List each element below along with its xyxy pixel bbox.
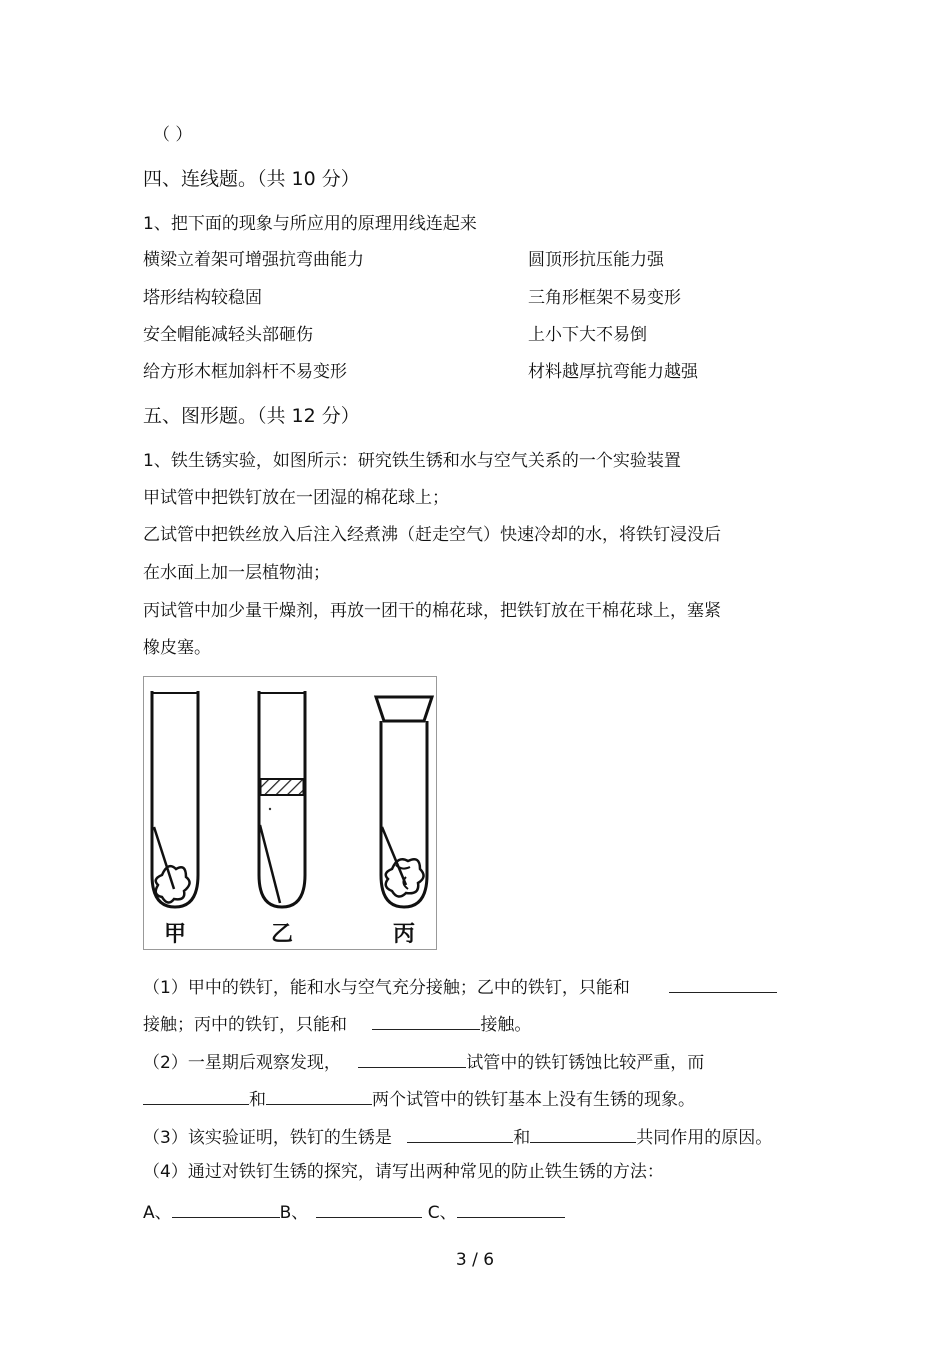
page-number: 3 / 6 — [455, 1250, 495, 1270]
question-1-line-a — [143, 974, 777, 999]
test-tube-figure — [143, 676, 437, 950]
q2-text-a: （2）一星期后观察发现， — [143, 1053, 341, 1073]
answer-blank-a[interactable] — [172, 1199, 280, 1218]
q1-text-b: 接触；丙中的铁钉，只能和 — [143, 1015, 347, 1035]
q2-text-d: 两个试管中的铁钉基本上没有生锈的现象。 — [372, 1090, 695, 1110]
question-2-line-b — [143, 1086, 695, 1111]
tube-label-jia: 甲 — [163, 922, 187, 947]
left-item-1: 横梁立着架可增强抗弯曲能力 — [143, 250, 364, 270]
test-tubes-diagram — [144, 677, 436, 949]
option-a-label: A、 — [143, 1203, 172, 1223]
desc-line-1: 甲试管中把铁钉放在一团湿的棉花球上； — [143, 488, 449, 508]
section5-title: 五、图形题。（共 12 分） — [143, 405, 360, 427]
right-item-2: 三角形框架不易变形 — [528, 288, 681, 308]
left-item-4: 给方形木框加斜杆不易变形 — [143, 362, 347, 382]
right-item-3: 上小下大不易倒 — [528, 325, 647, 345]
desc-line-3: 在水面上加一层植物油； — [143, 563, 330, 583]
tube-yi — [259, 691, 305, 907]
q1-text-a: （1）甲中的铁钉，能和水与空气充分接触；乙中的铁钉，只能和 — [143, 978, 630, 998]
tube-bing — [376, 697, 432, 907]
desc-line-4: 丙试管中加少量干燥剂，再放一团干的棉花球，把铁钉放在干棉花球上，塞紧 — [143, 601, 721, 621]
section5-q1: 1、铁生锈实验，如图所示：研究铁生锈和水与空气关系的一个实验装置 — [143, 451, 681, 471]
q1-text-c: 接触。 — [480, 1015, 532, 1035]
option-c-label: C、 — [427, 1203, 457, 1223]
answer-blank-5[interactable] — [266, 1086, 372, 1105]
q3-text-c: 共同作用的原因。 — [636, 1128, 773, 1148]
q3-text-a: （3）该实验证明，铁钉的生锈是 — [143, 1128, 392, 1148]
answer-blank-6[interactable] — [407, 1124, 513, 1143]
tube-label-yi: 乙 — [270, 922, 294, 947]
tube-label-bing: 丙 — [392, 922, 416, 947]
answer-blank-2[interactable] — [372, 1011, 480, 1030]
q2-text-b: 试管中的铁钉锈蚀比较严重，而 — [466, 1053, 705, 1073]
answer-blank-b[interactable] — [316, 1199, 422, 1218]
option-b-label: B、 — [279, 1203, 309, 1223]
question-4-options — [143, 1199, 565, 1224]
answer-paren: （ ） — [153, 125, 193, 145]
desc-line-5: 橡皮塞。 — [143, 638, 211, 658]
question-3-line — [143, 1124, 772, 1149]
answer-blank-3[interactable] — [358, 1049, 466, 1068]
answer-blank-4[interactable] — [143, 1086, 249, 1105]
section4-q1: 1、把下面的现象与所应用的原理用线连起来 — [143, 214, 477, 234]
answer-blank-c[interactable] — [457, 1199, 565, 1218]
tube-jia — [152, 691, 198, 907]
right-item-4: 材料越厚抗弯能力越强 — [528, 362, 698, 382]
desc-line-2: 乙试管中把铁丝放入后注入经煮沸（赶走空气）快速冷却的水，将铁钉浸没后 — [143, 525, 721, 545]
answer-blank-1[interactable] — [669, 974, 777, 993]
question-1-line-b — [143, 1011, 531, 1036]
left-item-3: 安全帽能减轻头部砸伤 — [143, 325, 313, 345]
answer-blank-7[interactable] — [530, 1124, 636, 1143]
section4-title: 四、连线题。（共 10 分） — [143, 168, 360, 190]
left-item-2: 塔形结构较稳固 — [143, 288, 262, 308]
question-2-line-a — [143, 1049, 704, 1074]
question-4-line: （4）通过对铁钉生锈的探究，请写出两种常见的防止铁生锈的方法： — [143, 1162, 664, 1182]
q2-text-c: 和 — [249, 1090, 266, 1110]
q3-text-b: 和 — [513, 1128, 531, 1148]
right-item-1: 圆顶形抗压能力强 — [528, 250, 664, 270]
